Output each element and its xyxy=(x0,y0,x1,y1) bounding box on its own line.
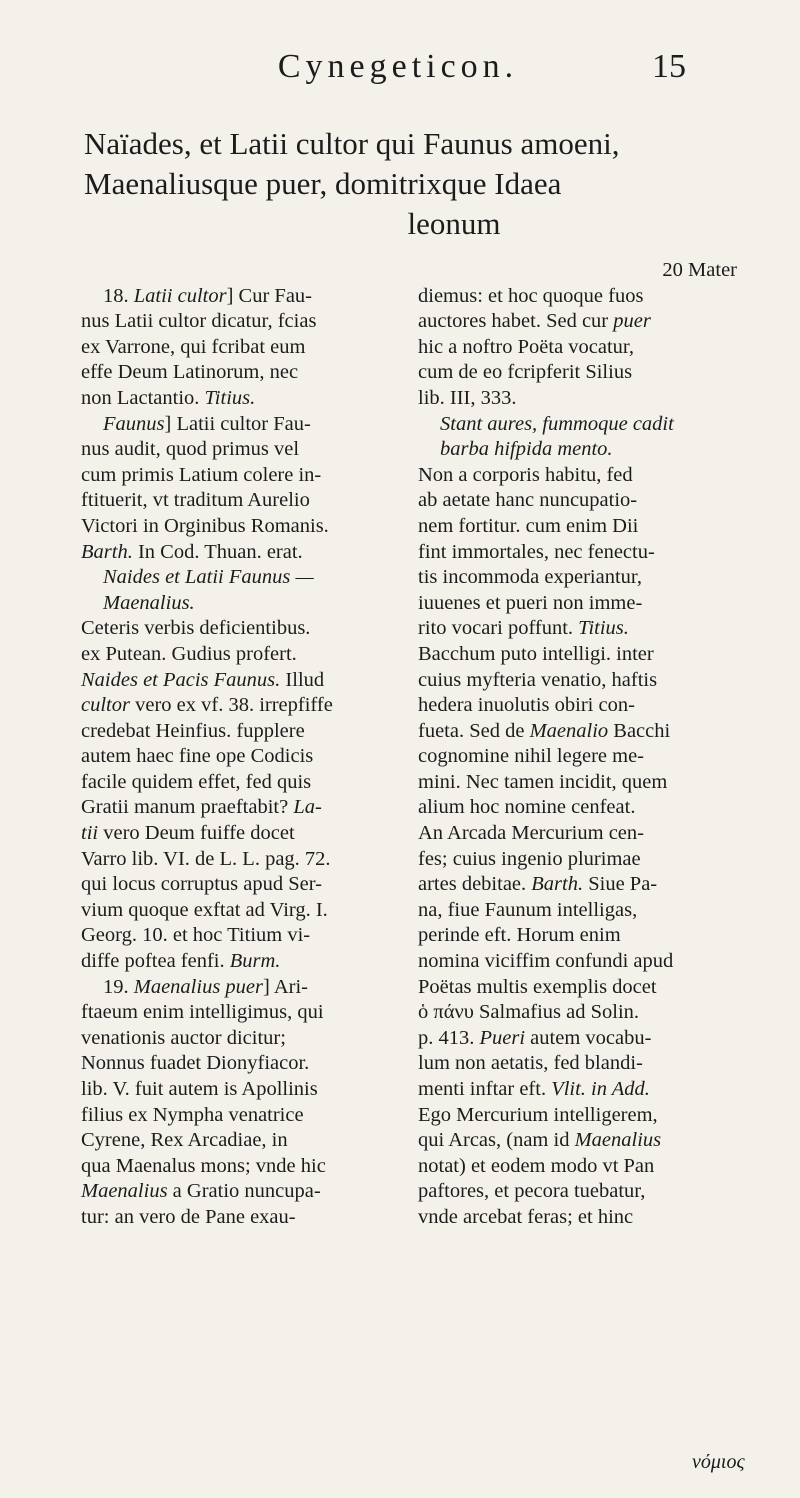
left-column-line: Victori in Orginibus Romanis. xyxy=(81,514,329,537)
verse-line-2: Maenaliusque puer, domitrixque Idaea xyxy=(84,166,562,201)
right-column-line: menti inftar eft. Vlit. in Add. xyxy=(418,1078,650,1100)
right-column-line: vnde arcebat feras; et hinc xyxy=(418,1205,634,1228)
left-column-line: Maenalius. xyxy=(103,591,195,614)
left-column-line: 18. Latii cultor] Cur Fau- xyxy=(103,284,312,307)
left-column-line: Ceteris verbis deficientibus. xyxy=(81,617,311,640)
right-column-line: fint immortales, nec fenectu- xyxy=(418,540,655,563)
left-column-line: nus audit, quod primus vel xyxy=(81,438,300,461)
left-column-line: ex Putean. Gudius profert. xyxy=(81,642,297,665)
left-column-line: diffe poftea fenfi. Burm. xyxy=(81,950,281,973)
right-column-line: p. 413. Pueri autem vocabu- xyxy=(418,1026,652,1049)
right-column-line: An Arcada Mercurium cen- xyxy=(418,822,644,845)
left-column-line: 19. Maenalius puer] Ari- xyxy=(103,975,308,998)
verse-block xyxy=(84,124,744,244)
left-column-line: facile quidem effet, fed quis xyxy=(81,770,312,793)
running-header xyxy=(0,48,800,98)
left-column-line: Naides et Latii Faunus — xyxy=(103,566,314,589)
right-column-line: perinde eft. Horum enim xyxy=(418,924,621,947)
right-column-line: na, fiue Faunum intelligas, xyxy=(418,898,638,921)
right-column-line: Ego Mercurium intelligerem, xyxy=(418,1103,658,1126)
right-column-line: tis incommoda experiantur, xyxy=(418,566,643,589)
right-column-line: mini. Nec tamen incidit, quem xyxy=(418,770,668,793)
right-column-line: diemus: et hoc quoque fuos xyxy=(418,284,644,307)
right-column-line: Bacchum puto intelligi. inter xyxy=(418,642,654,665)
left-column-line: qua Maenalus mons; vnde hic xyxy=(81,1154,326,1177)
right-column-line: artes debitae. Barth. Siue Pa- xyxy=(418,873,658,896)
left-column-line: Nonnus fuadet Dionyfiacor. xyxy=(81,1052,310,1075)
left-column-line: credebat Heinfius. fupplere xyxy=(81,719,305,742)
left-column-line: nus Latii cultor dicatur, fcias xyxy=(81,310,317,333)
catchword: νόμιος xyxy=(692,1451,745,1473)
left-column-line: lib. V. fuit autem is Apollinis xyxy=(81,1078,318,1100)
left-column-line: ftituerit, vt traditum Aurelio xyxy=(81,489,310,512)
running-title: Cynegeticon. xyxy=(277,48,519,85)
right-column-line: cum de eo fcripferit Silius xyxy=(418,361,633,384)
right-column-line: rito vocari poffunt. Titius. xyxy=(418,617,629,640)
right-column-line: iuuenes et pueri non imme- xyxy=(418,591,643,614)
left-column-line: ex Varrone, qui fcribat eum xyxy=(81,335,306,358)
left-column-line: non Lactantio. Titius. xyxy=(81,386,256,409)
right-column-line: qui Arcas, (nam id Maenalius xyxy=(418,1129,662,1152)
left-column-line: Georg. 10. et hoc Titium vi- xyxy=(81,924,311,947)
right-column-line: ab aetate hanc nuncupatio- xyxy=(418,489,638,512)
left-column-line: qui locus corruptus apud Ser- xyxy=(81,873,322,896)
right-column-line: nomina viciffim confundi apud xyxy=(418,950,674,973)
left-column-line: tur: an vero de Pane exau- xyxy=(81,1205,296,1228)
left-column-line: vium quoque exftat ad Virg. I. xyxy=(81,898,328,921)
left-column-line: Barth. In Cod. Thuan. erat. xyxy=(81,540,303,563)
left-column-line: Varro lib. VI. de L. L. pag. 72. xyxy=(81,847,331,870)
right-column-line: auctores habet. Sed cur puer xyxy=(418,310,651,333)
commentary-left-column xyxy=(81,258,397,1231)
left-column-line: ftaeum enim intelligimus, qui xyxy=(81,1001,324,1024)
left-column-line: Gratii manum praeftabit? La- xyxy=(81,796,322,819)
right-column-line: Poëtas multis exemplis docet xyxy=(418,975,657,998)
left-column-line: Maenalius a Gratio nuncupa- xyxy=(81,1180,321,1203)
commentary-right-column xyxy=(418,258,741,1231)
right-column-line: Non a corporis habitu, fed xyxy=(418,463,633,486)
left-column-line: Cyrene, Rex Arcadiae, in xyxy=(81,1129,288,1152)
right-column-line: alium hoc nomine cenfeat. xyxy=(418,796,636,819)
right-column-line: cuius myfteria venatio, haftis xyxy=(418,668,658,691)
right-column-line: paftores, et pecora tuebatur, xyxy=(418,1180,646,1203)
right-column-line: lum non aetatis, fed blandi- xyxy=(418,1052,643,1075)
left-column-line: cultor vero ex vf. 38. irrepfiffe xyxy=(81,694,333,717)
right-column-line: nem fortitur. cum enim Dii xyxy=(418,514,639,537)
left-column-line: cum primis Latium colere in- xyxy=(81,463,322,486)
right-column-line: fes; cuius ingenio plurimae xyxy=(418,847,641,870)
verse-line-1: Naïades, et Latii cultor qui Faunus amoeni, xyxy=(84,126,620,161)
left-column-line: venationis auctor dicitur; xyxy=(81,1026,286,1049)
verse-line-3: leonum xyxy=(407,206,501,241)
right-column-line: cognomine nihil legere me- xyxy=(418,745,644,768)
right-column-line: fueta. Sed de Maenalio Bacchi xyxy=(418,719,671,742)
right-column-line: hedera inuolutis obiri con- xyxy=(418,694,635,717)
right-column-line: notat) et eodem modo vt Pan xyxy=(418,1154,655,1177)
left-column-line: autem haec fine ope Codicis xyxy=(81,745,314,768)
right-column-line: lib. III, 333. xyxy=(418,386,517,409)
left-column-line: effe Deum Latinorum, nec xyxy=(81,361,299,384)
left-column-line: filius ex Nympha venatrice xyxy=(81,1103,304,1126)
verse-line-4: 20 Mater xyxy=(662,259,737,281)
right-column-line: barba hifpida mento. xyxy=(440,438,613,461)
page-number: 15 xyxy=(652,48,686,85)
right-column-line: ὁ πάνυ Salmafius ad Solin. xyxy=(418,1001,640,1024)
left-column-line: tii vero Deum fuiffe docet xyxy=(81,822,295,845)
left-column-line: Faunus] Latii cultor Fau- xyxy=(103,412,311,435)
right-column-line: Stant aures, fummoque cadit xyxy=(440,412,674,435)
right-column-line: hic a noftro Poëta vocatur, xyxy=(418,335,635,358)
left-column-line: Naides et Pacis Faunus. Illud xyxy=(81,668,325,691)
left-column-spacer xyxy=(81,258,397,284)
